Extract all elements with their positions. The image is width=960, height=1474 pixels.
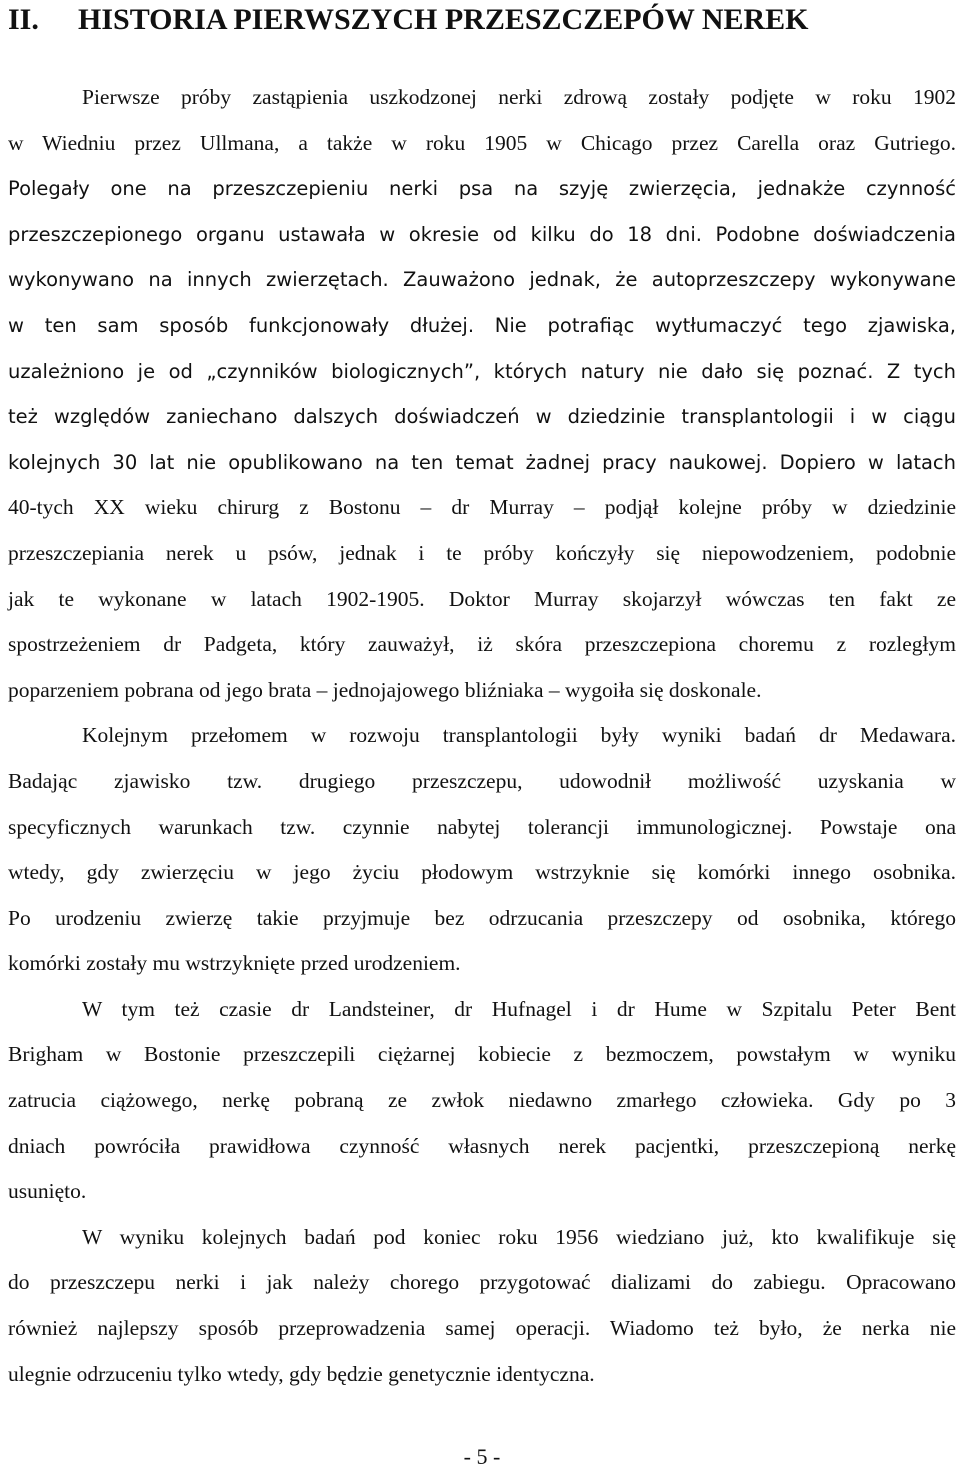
text-line: jak te wykonane w latach 1902-1905. Doktor Murray skojarzył wówczas ten fakt ze: [8, 586, 956, 611]
paragraph-4: [8, 1215, 956, 1397]
paragraph-1: [8, 75, 956, 713]
text-line: ulegnie odrzuceniu tylko wtedy, gdy będzie genetycznie identyczna.: [8, 1361, 595, 1386]
text-line: Polegały one na przeszczepieniu nerki psa na szyję zwierzęcia, jednakże czynność: [8, 177, 956, 201]
text-line: W wyniku kolejnych badań pod koniec roku 1956 wiedziano już, kto kwalifikuje się: [82, 1224, 956, 1249]
text-line: przeszczepiania nerek u psów, jednak i te próby kończyły się niepowodzeniem, podobnie: [8, 540, 956, 565]
text-line: wykonywano na innych zwierzętach. Zauważono jednak, że autoprzeszczepy wykonywane: [8, 268, 956, 292]
page-number: - 5 -: [463, 1444, 501, 1469]
text-line: przeszczepionego organu ustawała w okresie od kilku do 18 dni. Podobne doświadczenia: [8, 222, 956, 246]
text-line: uzależniono je od „czynników biologicznych”, których natury nie dało się poznać. Z tych: [8, 359, 956, 383]
text-line: poparzeniem pobrana od jego brata – jednojajowego bliźniaka – wygoiła się doskonale.: [8, 677, 762, 702]
text-line: wtedy, gdy zwierzęciu w jego życiu płodowym wstrzyknie się komórki innego osobnika.: [8, 860, 956, 885]
section-heading: [8, 2, 958, 38]
text-line: specyficznych warunkach tzw. czynnie nabytej tolerancji immunologicznej. Powstaje ona: [8, 814, 956, 839]
text-line: zatrucia ciążowego, nerkę pobraną ze zwłok niedawno zmarłego człowieka. Gdy po 3: [8, 1088, 956, 1113]
text-line: Po urodzeniu zwierzę takie przyjmuje bez odrzucania przeszczepy od osobnika, którego: [8, 905, 956, 930]
text-line: 40-tych XX wieku chirurg z Bostonu – dr Murray – podjął kolejne próby w dziedzinie: [8, 495, 956, 520]
body-text: [8, 75, 956, 1397]
text-line: również najlepszy sposób przeprowadzenia samej operacji. Wiadomo też było, że nerka nie: [8, 1316, 956, 1341]
text-line: Kolejnym przełomem w rozwoju transplantologii były wyniki badań dr Medawara.: [82, 723, 956, 748]
text-line: w Wiedniu przez Ullmana, a także w roku 1905 w Chicago przez Carella oraz Gutriego.: [8, 130, 956, 155]
text-line: spostrzeżeniem dr Padgeta, który zauważył, iż skóra przeszczepiona choremu z rozległym: [8, 632, 956, 657]
text-line: Brigham w Bostonie przeszczepili ciężarnej kobiecie z bezmoczem, powstałym w wyniku: [8, 1042, 956, 1067]
text-line: Pierwsze próby zastąpienia uszkodzonej nerki zdrową zostały podjęte w roku 1902: [82, 85, 956, 109]
text-line: w ten sam sposób funkcjonowały dłużej. Nie potrafiąc wytłumaczyć tego zjawiska,: [8, 313, 956, 337]
text-line: do przeszczepu nerki i jak należy chorego przygotować dializami do zabiegu. Opracowano: [8, 1270, 956, 1295]
text-line: usunięto.: [8, 1179, 87, 1204]
text-line: kolejnych 30 lat nie opublikowano na ten temat żadnej pracy naukowej. Dopiero w latach: [8, 450, 956, 474]
section-title: HISTORIA PIERWSZYCH PRZESZCZEPÓW NEREK: [78, 3, 809, 36]
text-line: dniach powróciła prawidłowa czynność własnych nerek pacjentki, przeszczepioną nerkę: [8, 1133, 956, 1158]
section-number: II.: [8, 3, 39, 36]
page-footer: [0, 1443, 960, 1471]
text-line: W tym też czasie dr Landsteiner, dr Hufnagel i dr Hume w Szpitalu Peter Bent: [82, 996, 956, 1021]
text-line: komórki zostały mu wstrzyknięte przed urodzeniem.: [8, 951, 461, 976]
text-line: też względów zaniechano dalszych doświadczeń w dziedzinie transplantologii i w ciągu: [8, 405, 956, 429]
paragraph-3: [8, 987, 956, 1215]
paragraph-2: [8, 713, 956, 987]
text-line: Badając zjawisko tzw. drugiego przeszczepu, udowodnił możliwość uzyskania w: [8, 768, 956, 793]
